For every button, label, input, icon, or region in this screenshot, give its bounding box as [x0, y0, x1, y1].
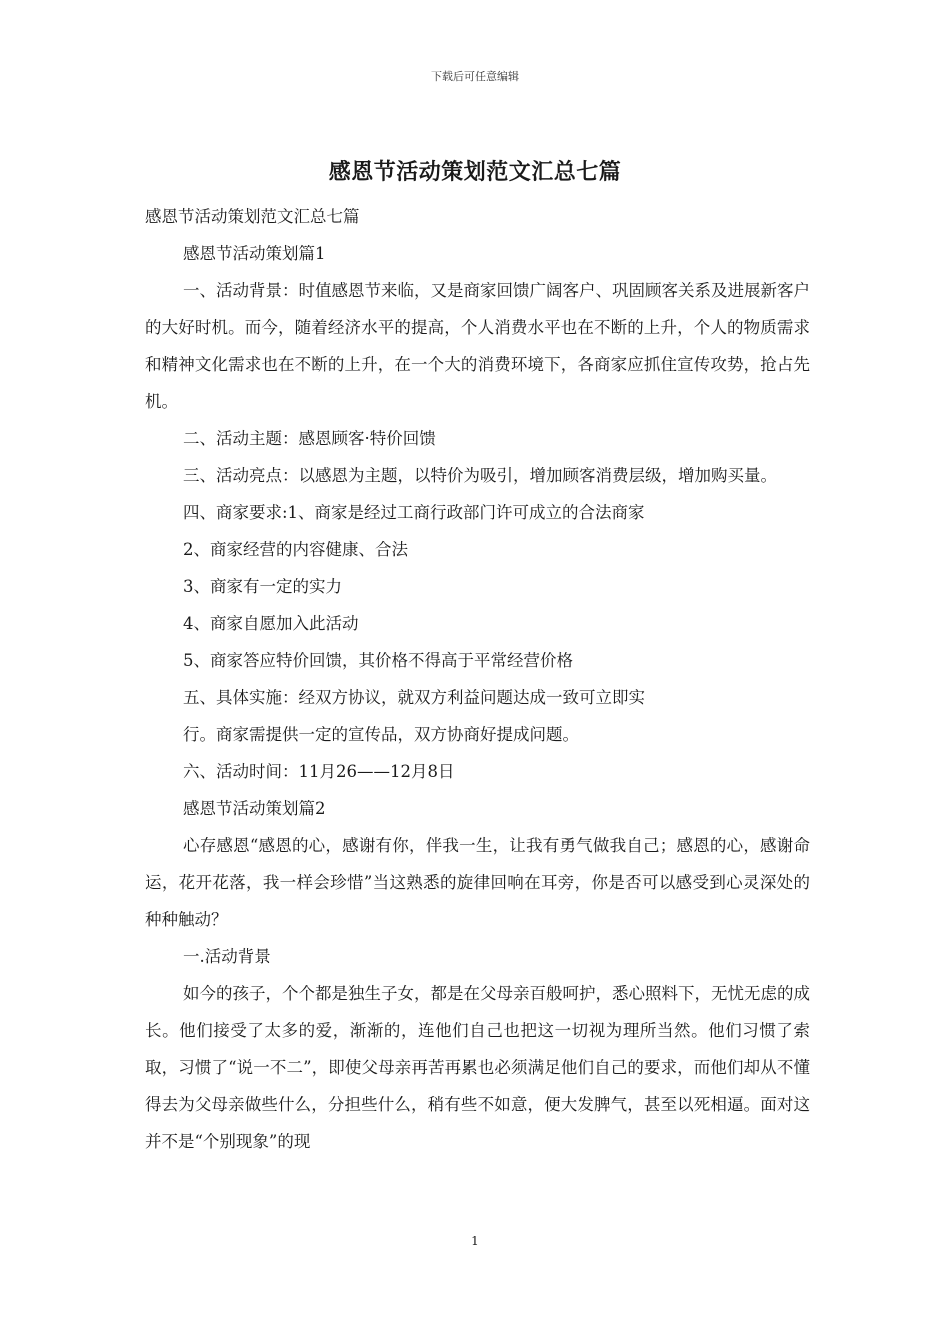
list-item: 3、商家有一定的实力 [183, 577, 342, 596]
document-body [145, 198, 810, 1160]
document-title: 感恩节活动策划范文汇总七篇 [328, 159, 622, 185]
paragraph-requirements: 四、商家要求:1、商家是经过工商行政部门许可成立的合法商家 [183, 503, 645, 522]
list-item: 5、商家答应特价回馈，其价格不得高于平常经营价格 [183, 651, 573, 670]
paragraph-time: 六、活动时间：11月26——12月8日 [183, 762, 455, 781]
paragraph-gratitude: 心存感恩“感恩的心，感谢有你，伴我一生，让我有勇气做我自己；感恩的心，感谢命运，花开花落，我一样会珍惜”当这熟悉的旋律回响在耳旁，你是否可以感受到心灵深处的种种触动？ [145, 836, 810, 929]
paragraph-children: 如今的孩子，个个都是独生子女，都是在父母亲百般呵护，悉心照料下，无忧无虑的成长。他们接受了太多的爱，渐渐的，连他们自己也把这一切视为理所当然。他们习惯了索取，习惯了“说一不二”，即使父母亲再苦再累也必须满足他们自己的要求，而他们却从不懂得去为父母亲做些什么，分担些什么，稍有些不如意，便大发脾气，甚至以死相逼。面对这并不是“个别现象”的现 [145, 984, 810, 1151]
paragraph-highlights: 三、活动亮点：以感恩为主题，以特价为吸引，增加顾客消费层级，增加购买量。 [183, 466, 777, 485]
header-note: 下载后可任意编辑 [431, 70, 519, 83]
list-item: 4、商家自愿加入此活动 [183, 614, 359, 633]
subtitle-paragraph: 感恩节活动策划范文汇总七篇 [145, 207, 360, 226]
list-item: 2、商家经营的内容健康、合法 [183, 540, 408, 559]
section-heading-1: 感恩节活动策划篇1 [183, 244, 326, 263]
paragraph-subheading: 一.活动背景 [183, 947, 271, 966]
paragraph-implementation-cont: 行。商家需提供一定的宣传品，双方协商好提成问题。 [183, 725, 579, 744]
page-number: 1 [471, 1234, 479, 1248]
paragraph-theme: 二、活动主题：感恩顾客·特价回馈 [183, 429, 436, 448]
section-heading-2: 感恩节活动策划篇2 [183, 799, 326, 818]
paragraph-background: 一、活动背景：时值感恩节来临，又是商家回馈广阔客户、巩固顾客关系及进展新客户的大好时机。而今，随着经济水平的提高，个人消费水平也在不断的上升，个人的物质需求和精神文化需求也在不断的上升，在一个大的消费环境下，各商家应抓住宣传攻势，抢占先机。 [145, 281, 810, 411]
paragraph-implementation: 五、具体实施：经双方协议，就双方利益问题达成一致可立即实 [183, 688, 645, 707]
